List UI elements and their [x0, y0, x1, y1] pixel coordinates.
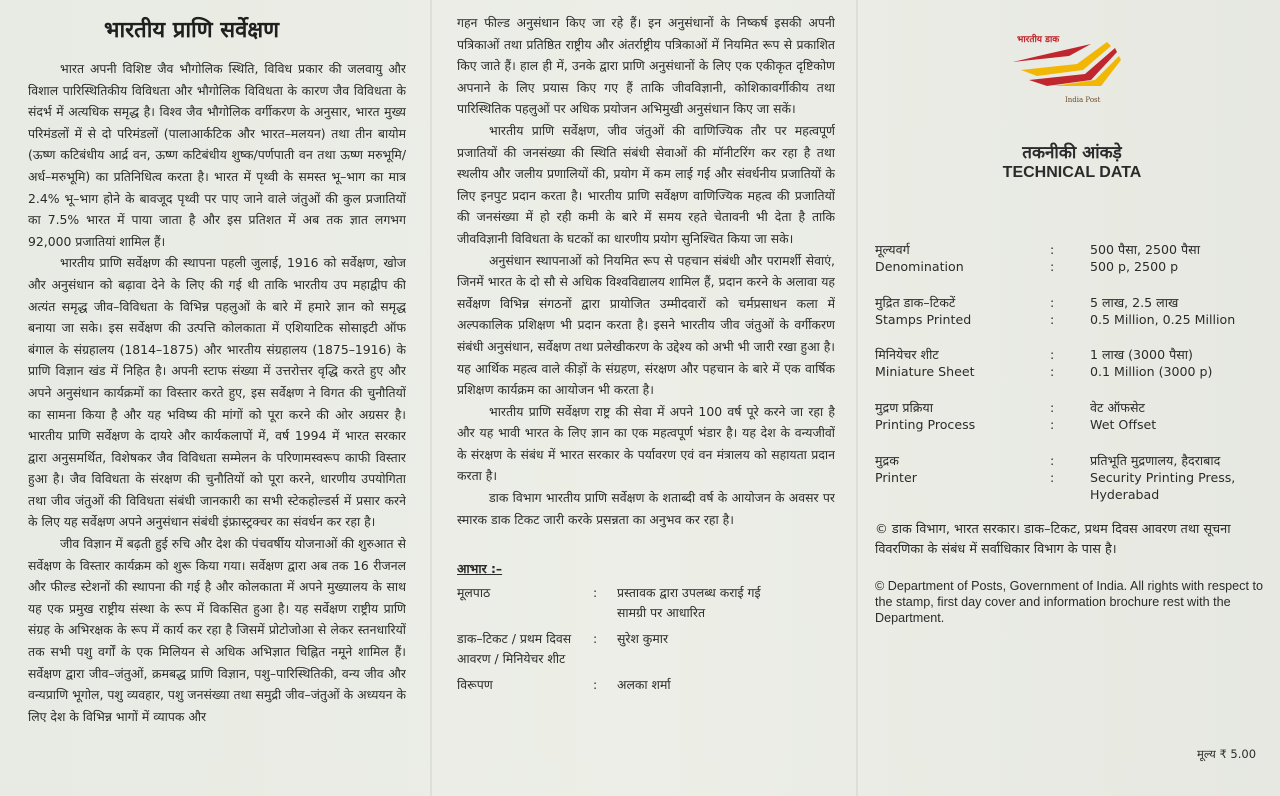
spec-key-hindi: मुद्रित डाक–टिकटें — [875, 295, 956, 310]
spec-colon: : — [1050, 242, 1055, 257]
copyright-english: © Department of Posts, Government of India. All rights with respect to the stamp, first day cover and information brochure rest with the Department. — [875, 579, 1263, 625]
spec-value-hindi: प्रतिभूति मुद्रणालय, हैदराबाद — [1090, 453, 1221, 468]
fold-line — [430, 0, 432, 796]
page-title: भारतीय प्राणि सर्वेक्षण — [104, 17, 280, 43]
india-post-logo — [1007, 28, 1127, 108]
ack-key: मूलपाठ — [457, 585, 491, 601]
ack-colon: : — [593, 631, 598, 647]
paragraph: अनुसंधान स्थापनाओं को नियमित रूप से पहचान संबंधी और परामर्शी सेवाएं, जिनमें भारत के दो सौ से अधिक विश्वविद्यालय शामिल हैं, प्रदान करने के अलावा यह सर्वेक्षण विभिन्न संगठनों द्वारा प्रायोजित उम्मीदवारों को चर्मप्रसाधन कला में अल्पकालिक प्रशिक्षण भी प्रदान करता है। इसने भारतीय जीव जंतुओं के वर्गीकरण संबंधी अनुसंधान, सर्वेक्षण तथा प्रलेखीकरण के उद्देश्य को अभी भी जारी रखा हुआ है। यह आर्थिक महत्व वाले कीड़ों के संग्रहण, संरक्षण और पहचान के बारे में एक वार्षिक प्रशिक्षण कार्यक्रम का आयोजन भी करता है। — [457, 252, 835, 398]
price-label: मूल्य ₹ 5.00 — [1197, 747, 1257, 761]
spec-value-hindi: वेट ऑफसेट — [1090, 400, 1145, 415]
spec-denomination — [875, 241, 1270, 275]
spec-value-hindi: 5 लाख, 2.5 लाख — [1090, 295, 1179, 310]
spec-colon: : — [1050, 312, 1055, 327]
ack-value: प्रस्तावक द्वारा उपलब्ध कराई गई सामग्री पर आधारित — [617, 585, 761, 621]
spec-colon: : — [1050, 364, 1055, 379]
ack-key: डाक–टिकट / प्रथम दिवस आवरण / मिनियेचर शीट — [457, 631, 572, 667]
india-post-logo-icon — [1007, 28, 1127, 108]
ack-row — [457, 675, 835, 695]
spec-key-hindi: मूल्यवर्ग — [875, 242, 910, 257]
spec-key: Denomination — [875, 259, 964, 274]
spec-colon: : — [1050, 400, 1055, 415]
technical-data-heading-hindi: तकनीकी आंकड़े — [1022, 143, 1122, 163]
ack-value: अलका शर्मा — [617, 677, 671, 693]
acknowledgements — [457, 560, 835, 695]
technical-data-heading: TECHNICAL DATA — [1002, 164, 1142, 181]
spec-key: Stamps Printed — [875, 312, 972, 327]
spec-value: 0.1 Million (3000 p) — [1090, 364, 1213, 379]
spec-key-hindi: मिनियेचर शीट — [875, 347, 939, 362]
paragraph: भारत अपनी विशिष्ट जैव भौगोलिक स्थिति, विविध प्रकार की जलवायु और विशाल पारिस्थितिकीय विविधता और भौगोलिक विविधता के कारण जैव विविधता के संदर्भ में अत्यधिक समृद्ध है। विश्व जैव भौगोलिक वर्गीकरण के अनुसार, भारत मुख्य परिमंडलों में से दो परिमंडलों (पालाआर्कटिक और भारत–मलयन) तथा तीन बायोम (ऊष्ण कटिबंधीय आर्द्र वन, ऊष्ण कटिबंधीय शुष्क/पर्णपाती वन तथा ऊष्ण मरुभूमि/अर्ध–मरुभूमि) का प्रतिनिधित्व करता है। भारत में पृथ्वी के समस्त भू–भाग का मात्र 2.4% भू–भाग होने के बावजूद पृथ्वी पर पाए जाने वाले जंतुओं की कुल प्रजातियों का 7.5% भारत में पाया जाता है और इस प्रतिशत में अब तक ज्ञात लगभग 92,000 प्रजातियां शामिल हैं। — [28, 61, 406, 249]
spec-colon: : — [1050, 295, 1055, 310]
paragraph: भारतीय प्राणि सर्वेक्षण राष्ट्र की सेवा में अपने 100 वर्ष पूरे करने जा रहा है और यह भावी भारत के लिए ज्ञान का एक महत्वपूर्ण भंडार है। यह देश के वन्यजीवों के संरक्षण के संबंध में भारत सरकार के पर्यावरण एवं वन मंत्रालय को सहायता प्रदान करता है। — [457, 403, 835, 484]
logo-text-english: India Post — [1065, 96, 1101, 104]
spec-miniature-sheet — [875, 346, 1270, 380]
spec-value-hindi: 1 लाख (3000 पैसा) — [1090, 347, 1193, 362]
spec-value: 0.5 Million, 0.25 Million — [1090, 312, 1236, 327]
ack-row — [457, 583, 835, 623]
logo-text-hindi: भारतीय डाक — [1017, 35, 1060, 45]
ack-value: सुरेश कुमार — [617, 631, 669, 647]
paragraph: जीव विज्ञान में बढ़ती हुई रुचि और देश की पंचवर्षीय योजनाओं की शुरुआत से सर्वेक्षण के विस्तार कार्यक्रम को शुरू किया गया। सर्वेक्षण द्वारा अब तक 16 रीजनल और फील्ड स्टेशनों की स्थापना की गई है और कोलकाता में अपने मुख्यालय के साथ यह एक प्रमुख राष्ट्रीय संस्था के रूप में विकसित हुआ है। यह सर्वेक्षण राष्ट्रीय प्राणि संग्रह के अभिरक्षक के रूप में कार्य कर रहा है जिसमें प्रोटोजोआ से लेकर स्तनधारियों तक सभी पशु वर्गों के एक मिलियन से अधिक अभिज्ञात चिह्नित नमूने शामिल हैं। सर्वेक्षण द्वारा जीव–जंतुओं, क्रमबद्ध प्राणि विज्ञान, पशु–पारिस्थितिकी, वन्य जीव और वन्यप्राणि भूगोल, पशु व्यवहार, पशु जनसंख्या तथा समुद्री जीव–जंतुओं के अध्ययन के लिए देश के विभिन्न भागों में व्यापक और — [28, 536, 406, 724]
spec-printer — [875, 452, 1270, 503]
middle-column — [457, 0, 835, 796]
ack-row — [457, 629, 835, 669]
paragraph: भारतीय प्राणि सर्वेक्षण की स्थापना पहली जुलाई, 1916 को सर्वेक्षण, खोज और अनुसंधान को बढ़ावा देने के लिए की गई थी ताकि भारतीय उप महाद्वीप की अत्यंत समृद्ध जीव–विविधता के विभिन्न पहलुओं के बारे में हमारे ज्ञान को समृद्ध बनाया जा सके। इस सर्वेक्षण की उत्पत्ति कोलकाता में एशियाटिक सोसाइटी ऑफ बंगाल के संग्रहालय (1814–1875) और भारतीय संग्रहालय (1875–1916) के प्राणि विज्ञान खंड में निहित है। अपनी स्टाफ संख्या में उत्तरोत्तर वृद्धि करते हुए और अपने अनुसंधान कार्यक्रमों का विस्तार करते हुए, इस सर्वेक्षण ने विगत की चुनौतियों का सामना किया है और यह भविष्य की मांगों को पूरा करने की ओर अग्रसर है। भारतीय प्राणि सर्वेक्षण के दायरे और कार्यकलापों में, वर्ष 1994 में भारत सरकार द्वारा अनुसमर्थित, विशेषकर जैव विविधता सम्मेलन के परिणामस्वरूप काफी विस्तार हुआ है। जैव विविधता के संरक्षण की चुनौतियों को पूरा करने, धारणीय उपयोगिता तथा जीव जंतुओं की विविधता संबंधी जानकारी का सभी स्टेकहोल्डर्स में प्रसार करने के लिए यह सर्वेक्षण अपने अनुसंधान संबंधी इंफ्रास्ट्रक्चर का संवर्धन कर रहा है। — [28, 255, 406, 530]
ack-key: विरूपण — [457, 677, 493, 693]
spec-colon: : — [1050, 347, 1055, 362]
spec-value-hindi: 500 पैसा, 2500 पैसा — [1090, 242, 1200, 257]
spec-colon: : — [1050, 453, 1055, 468]
spec-colon: : — [1050, 417, 1055, 432]
acknowledgements-title: आभार :– — [457, 561, 503, 577]
left-column — [28, 0, 406, 796]
spec-printing-process — [875, 399, 1270, 433]
spec-value: 500 p, 2500 p — [1090, 259, 1179, 274]
spec-key-hindi: मुद्रक — [875, 453, 899, 468]
right-column — [872, 0, 1272, 796]
copyright-hindi: © डाक विभाग, भारत सरकार। डाक–टिकट, प्रथम दिवस आवरण तथा सूचना विवरणिका के संबंध में सर्वाधिकार विभाग के पास है। — [875, 522, 1231, 557]
spec-value: Security Printing Press, Hyderabad — [1090, 470, 1236, 502]
spec-key-hindi: मुद्रण प्रक्रिया — [875, 400, 933, 415]
fold-line — [856, 0, 858, 796]
spec-colon: : — [1050, 470, 1055, 485]
ack-colon: : — [593, 677, 598, 693]
paragraph: गहन फील्ड अनुसंधान किए जा रहे हैं। इन अनुसंधानों के निष्कर्ष इसकी अपनी पत्रिकाओं तथा प्रतिष्ठित राष्ट्रीय और अंतर्राष्ट्रीय पत्रिकाओं में नियमित रूप से प्रकाशित किए जाते हैं। हाल ही में, उनके द्वारा प्राणि अनुसंधानों के लिए एक एकीकृत दृष्टिकोण अपनाने के लिए प्रयास किए गए हैं ताकि जीवविज्ञानी, कोशिकावर्गीकीय तथा पारिस्थितिक पहलुओं पर अधिक प्रयोजन अभिमुखी अनुसंधान किए जा सकें। — [457, 15, 835, 117]
spec-key: Printing Process — [875, 417, 976, 432]
spec-key: Miniature Sheet — [875, 364, 975, 379]
spec-key: Printer — [875, 470, 917, 485]
spec-colon: : — [1050, 259, 1055, 274]
spec-value: Wet Offset — [1090, 417, 1157, 432]
ack-colon: : — [593, 585, 598, 601]
paragraph: डाक विभाग भारतीय प्राणि सर्वेक्षण के शताब्दी वर्ष के आयोजन के अवसर पर स्मारक डाक टिकट जारी करके प्रसन्नता का अनुभव कर रहा है। — [457, 490, 835, 527]
paragraph: भारतीय प्राणि सर्वेक्षण, जीव जंतुओं की वाणिज्यिक तौर पर महत्वपूर्ण प्रजातियों की जनसंख्या की स्थिति संबंधी सेवाओं की मॉनीटरिंग कर रहा है तथा स्थलीय और जलीय प्रणालियों की, प्रयोग में कम लाई गई और संवर्धनीय प्रजातियों के लिए इनपुट प्रदान करता है। भारतीय प्राणि सर्वेक्षण वाणिज्यिक महत्व की प्रजातियों की जनसंख्या में हो रही कमी के बारे में समय रहते चेतावनी भी देता है ताकि जीवविज्ञानी विविधता के घटकों का धारणीय प्रयोग सुनिश्चित किया जा सके। — [457, 122, 835, 246]
spec-stamps-printed — [875, 294, 1270, 328]
